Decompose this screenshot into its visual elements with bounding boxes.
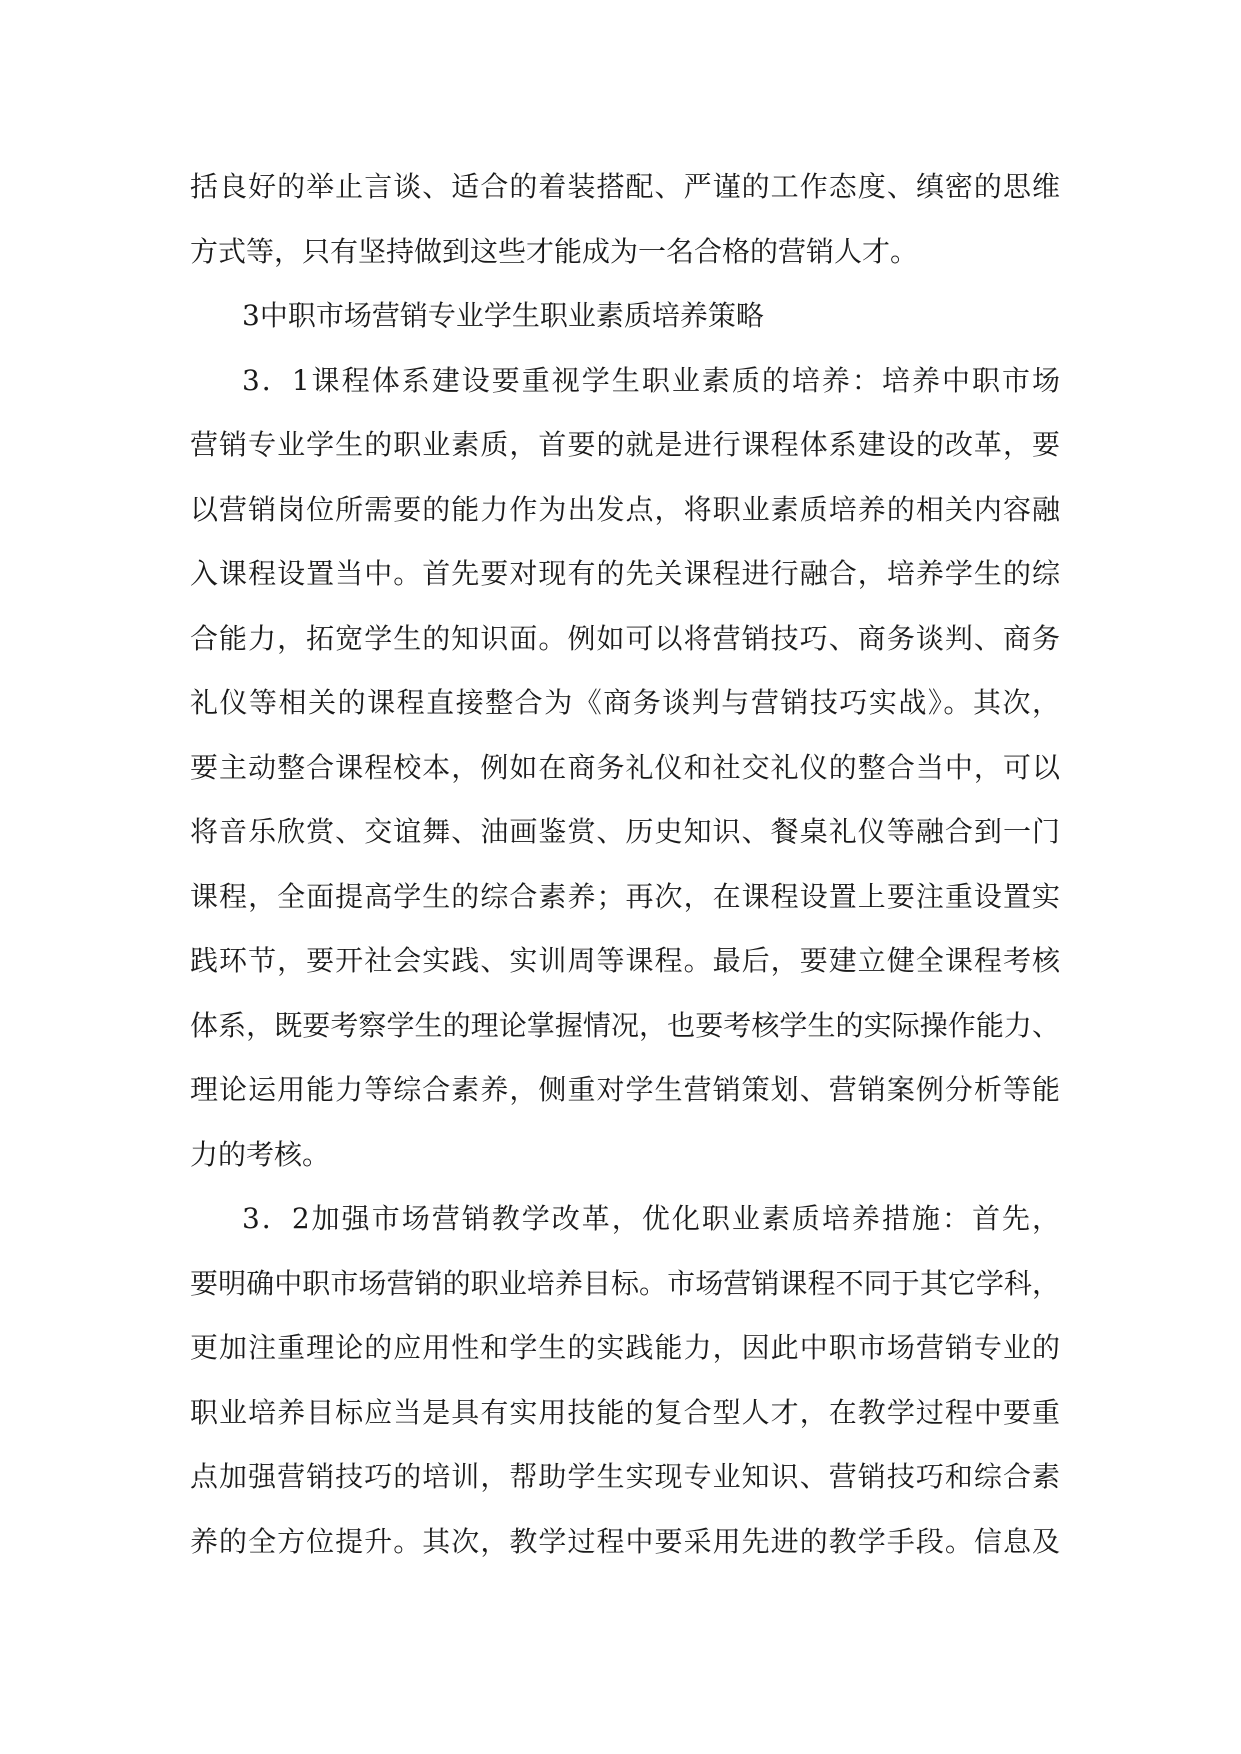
text-line: 职业培养目标应当是具有实用技能的复合型人才，在教学过程中要重 xyxy=(190,1395,1060,1429)
body-text xyxy=(190,155,1060,1574)
text-line: 要明确中职市场营销的职业培养目标。市场营销课程不同于其它学科， xyxy=(190,1266,1060,1300)
text-line: 点加强营销技巧的培训，帮助学生实现专业知识、营销技巧和综合素 xyxy=(190,1460,1060,1493)
section-heading: 3中职市场营销专业学生职业素质培养策略 xyxy=(242,299,764,332)
text-line: 合能力，拓宽学生的知识面。例如可以将营销技巧、商务谈判、商务 xyxy=(190,621,1060,655)
text-line: 将音乐欣赏、交谊舞、油画鉴赏、历史知识、餐桌礼仪等融合到一门 xyxy=(190,815,1060,848)
text-line: 要主动整合课程校本，例如在商务礼仪和社交礼仪的整合当中，可以 xyxy=(190,750,1060,784)
text-line: 体系，既要考察学生的理论掌握情况，也要考核学生的实际操作能力、 xyxy=(190,1008,1060,1042)
text-line: 更加注重理论的应用性和学生的实践能力，因此中职市场营销专业的 xyxy=(190,1331,1060,1364)
text-line: 力的考核。 xyxy=(190,1137,331,1171)
text-line: 课程，全面提高学生的综合素养；再次，在课程设置上要注重设置实 xyxy=(190,879,1060,913)
text-line: 括良好的举止言谈、适合的着装搭配、严谨的工作态度、缜密的思维 xyxy=(190,170,1060,203)
text-line: 养的全方位提升。其次，教学过程中要采用先进的教学手段。信息及 xyxy=(190,1524,1060,1558)
text-line: 以营销岗位所需要的能力作为出发点，将职业素质培养的相关内容融 xyxy=(190,492,1060,526)
text-line: 践环节，要开社会实践、实训周等课程。最后，要建立健全课程考核 xyxy=(190,944,1060,977)
text-line: 入课程设置当中。首先要对现有的先关课程进行融合，培养学生的综 xyxy=(190,557,1060,590)
text-line: 理论运用能力等综合素养，侧重对学生营销策划、营销案例分析等能 xyxy=(190,1073,1060,1106)
text-line: 礼仪等相关的课程直接整合为《商务谈判与营销技巧实战》。其次， xyxy=(190,686,1060,719)
subsection-heading-line: 3．2加强市场营销教学改革，优化职业素质培养措施：首先， xyxy=(242,1202,1060,1235)
text-line: 营销专业学生的职业素质，首要的就是进行课程体系建设的改革，要 xyxy=(190,428,1060,461)
text-line: 方式等，只有坚持做到这些才能成为一名合格的营销人才。 xyxy=(190,234,919,268)
subsection-heading-line: 3．1课程体系建设要重视学生职业素质的培养：培养中职市场 xyxy=(242,363,1060,397)
